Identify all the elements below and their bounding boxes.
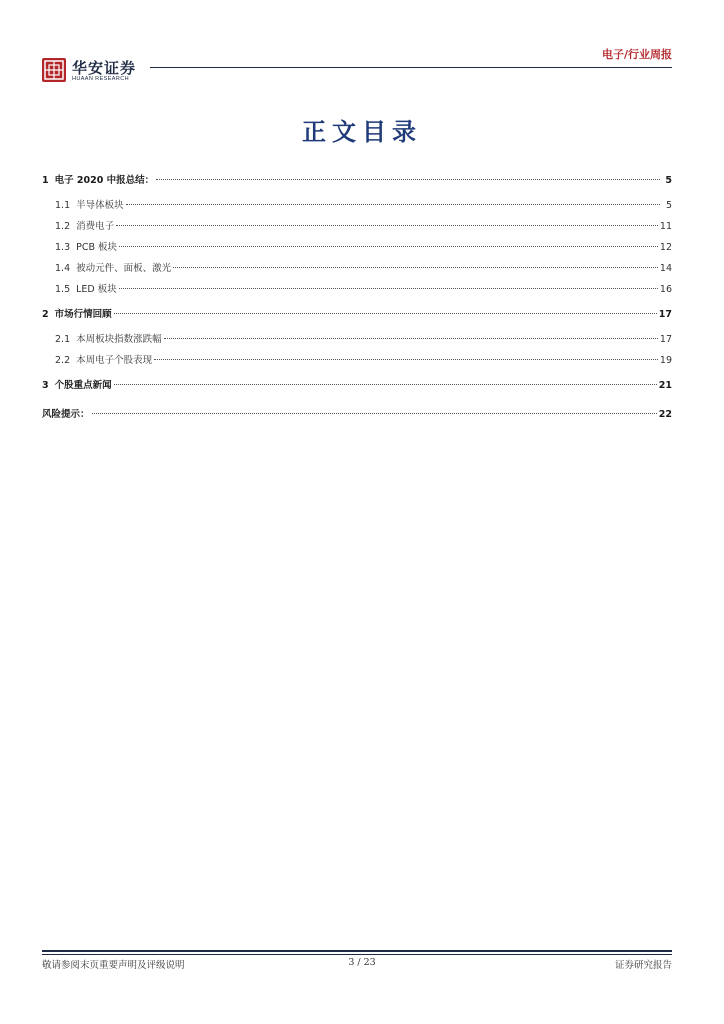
toc-entry-title: 个股重点新闻 [54, 380, 112, 391]
footer-divider-thin [42, 954, 672, 955]
toc-entry-title: 风险提示： [42, 409, 90, 420]
company-logo [42, 58, 162, 84]
toc-entry-page: 5 [665, 200, 672, 211]
logo-name: 华安证券 [72, 59, 137, 77]
toc-entry-page: 17 [658, 309, 672, 320]
report-category: 电子/行业周报 [601, 48, 672, 61]
toc-entry-title: PCB 板块 [76, 242, 118, 253]
toc-entry[interactable] [42, 306, 672, 331]
toc-entry[interactable] [42, 281, 672, 302]
toc-leader-dots [114, 384, 657, 385]
toc-entry-title: 本周板块指数涨跌幅 [76, 334, 162, 345]
toc-entry-page: 16 [659, 284, 672, 295]
toc-entry-number: 1.3 [55, 242, 71, 253]
toc-entry[interactable] [42, 197, 672, 218]
page-title: 正文目录 [302, 117, 422, 146]
toc-entry[interactable] [42, 352, 672, 373]
toc-entry-title: 本周电子个股表现 [76, 355, 153, 366]
toc-entry[interactable] [42, 239, 672, 260]
toc-entry-number: 1.2 [55, 221, 71, 232]
toc-entry-page: 17 [659, 334, 672, 345]
logo-emblem-icon [42, 58, 66, 82]
toc-leader-dots [92, 413, 657, 414]
toc-entry-number: 1.5 [55, 284, 71, 295]
toc-leader-dots [116, 225, 658, 226]
toc-entry-number: 2.1 [55, 334, 71, 345]
toc-entry-title: LED 板块 [76, 284, 117, 295]
toc-entry-title: 被动元件、面板、激光 [76, 263, 172, 274]
toc-entry-number: 1.1 [55, 200, 71, 211]
toc-entry[interactable] [42, 406, 672, 431]
toc-entry-page: 22 [658, 409, 672, 420]
toc-entry-page: 21 [658, 380, 672, 391]
toc-leader-dots [156, 179, 660, 180]
toc-entry-page: 11 [659, 221, 672, 232]
footer-divider [42, 950, 672, 952]
toc-entry[interactable] [42, 218, 672, 239]
toc-entry[interactable] [42, 377, 672, 402]
toc-leader-dots [119, 288, 658, 289]
toc-entry-number: 2.2 [55, 355, 71, 366]
logo-subtitle: HUAAN RESEARCH [72, 76, 129, 82]
toc-entry[interactable] [42, 172, 672, 197]
toc-entry-page: 14 [659, 263, 672, 274]
page-number: 3 / 23 [348, 957, 376, 968]
toc-entry[interactable] [42, 260, 672, 281]
toc-entry-number: 1 [42, 175, 49, 186]
toc-entry[interactable] [42, 331, 672, 352]
toc-leader-dots [126, 204, 660, 205]
toc-entry-number: 1.4 [55, 263, 71, 274]
footer-disclaimer: 敬请参阅末页重要声明及评级说明 [42, 960, 185, 971]
table-of-contents [42, 172, 672, 431]
toc-entry-title: 市场行情回顾 [54, 309, 112, 320]
toc-entry-page: 12 [659, 242, 672, 253]
toc-leader-dots [119, 246, 658, 247]
toc-entry-title: 消费电子 [76, 221, 115, 232]
toc-entry-page: 5 [665, 175, 672, 186]
toc-entry-page: 19 [659, 355, 672, 366]
toc-entry-title: 半导体板块 [76, 200, 124, 211]
toc-leader-dots [154, 359, 658, 360]
toc-leader-dots [114, 313, 657, 314]
header-divider [150, 67, 672, 68]
toc-entry-number: 2 [42, 309, 49, 320]
toc-entry-title: 电子 2020 中报总结： [54, 175, 155, 186]
toc-leader-dots [173, 267, 658, 268]
toc-leader-dots [164, 338, 658, 339]
toc-entry-number: 3 [42, 380, 49, 391]
footer-report-type: 证券研究报告 [614, 960, 672, 971]
